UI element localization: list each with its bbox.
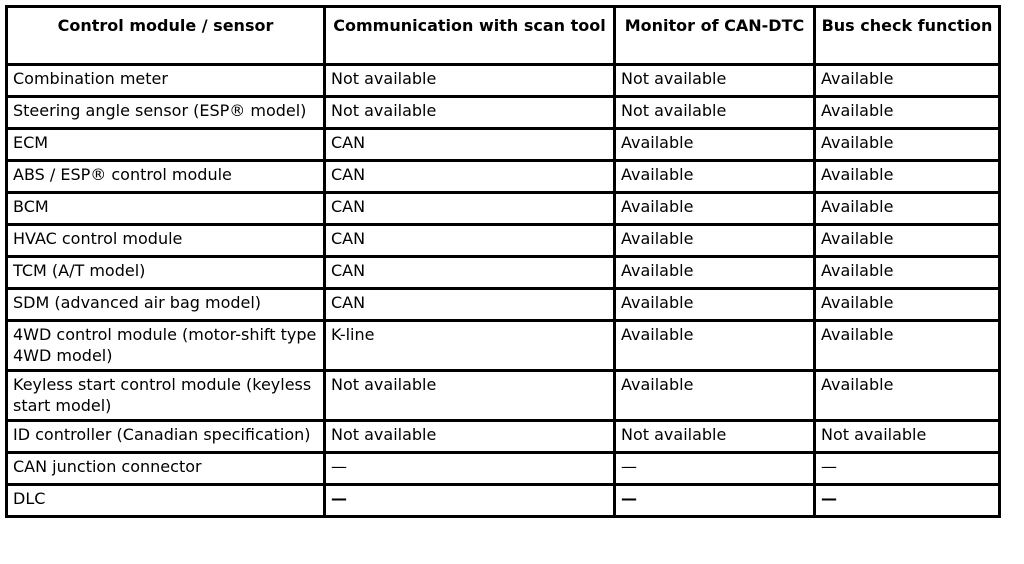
cell-monitor: Available [615, 289, 815, 321]
cell-bus-check: Available [815, 97, 1000, 129]
table-row [7, 257, 1000, 289]
cell-bus-check: Available [815, 225, 1000, 257]
cell-communication: CAN [325, 289, 615, 321]
cell-communication: K-line [325, 321, 615, 371]
cell-monitor: Available [615, 161, 815, 193]
cell-bus-check: Available [815, 161, 1000, 193]
header-bus-check-function: Bus check function [815, 7, 1000, 65]
cell-module: BCM [7, 193, 325, 225]
cell-module: ECM [7, 129, 325, 161]
cell-communication: CAN [325, 225, 615, 257]
header-monitor-can-dtc: Monitor of CAN-DTC [615, 7, 815, 65]
table-row [7, 65, 1000, 97]
header-communication-scan-tool: Communication with scan tool [325, 7, 615, 65]
cell-monitor: Available [615, 129, 815, 161]
table-row [7, 161, 1000, 193]
cell-module: Keyless start control module (keyless start model) [7, 371, 325, 421]
cell-module: Steering angle sensor (ESP® model) [7, 97, 325, 129]
cell-communication: — [325, 453, 615, 485]
table-row [7, 453, 1000, 485]
cell-module: Combination meter [7, 65, 325, 97]
cell-bus-check: — [815, 453, 1000, 485]
cell-bus-check: Available [815, 129, 1000, 161]
cell-bus-check: Available [815, 65, 1000, 97]
cell-bus-check: Available [815, 289, 1000, 321]
cell-bus-check: Available [815, 321, 1000, 371]
cell-communication: Not available [325, 371, 615, 421]
cell-communication: Not available [325, 97, 615, 129]
table-row [7, 321, 1000, 371]
cell-monitor: Available [615, 321, 815, 371]
cell-monitor: Available [615, 193, 815, 225]
table-row [7, 225, 1000, 257]
cell-monitor: Not available [615, 97, 815, 129]
cell-module: TCM (A/T model) [7, 257, 325, 289]
cell-monitor: Available [615, 225, 815, 257]
header-control-module: Control module / sensor [7, 7, 325, 65]
cell-module: ABS / ESP® control module [7, 161, 325, 193]
cell-monitor: Not available [615, 65, 815, 97]
can-communication-table [5, 5, 1001, 518]
cell-monitor: — [615, 485, 815, 517]
cell-module: CAN junction connector [7, 453, 325, 485]
cell-bus-check: — [815, 485, 1000, 517]
cell-bus-check: Not available [815, 421, 1000, 453]
cell-module: DLC [7, 485, 325, 517]
cell-monitor: — [615, 453, 815, 485]
table-header-row [7, 7, 1000, 65]
table-row [7, 193, 1000, 225]
cell-module: 4WD control module (motor-shift type 4WD model) [7, 321, 325, 371]
table-row [7, 421, 1000, 453]
table-row [7, 485, 1000, 517]
cell-monitor: Available [615, 257, 815, 289]
cell-bus-check: Available [815, 193, 1000, 225]
cell-communication: — [325, 485, 615, 517]
can-communication-table-container [5, 5, 1001, 518]
table-row [7, 371, 1000, 421]
cell-communication: CAN [325, 193, 615, 225]
cell-module: SDM (advanced air bag model) [7, 289, 325, 321]
table-row [7, 97, 1000, 129]
cell-bus-check: Available [815, 257, 1000, 289]
cell-communication: CAN [325, 257, 615, 289]
cell-monitor: Available [615, 371, 815, 421]
cell-monitor: Not available [615, 421, 815, 453]
cell-communication: Not available [325, 65, 615, 97]
cell-module: HVAC control module [7, 225, 325, 257]
table-row [7, 289, 1000, 321]
cell-communication: CAN [325, 161, 615, 193]
table-row [7, 129, 1000, 161]
cell-communication: CAN [325, 129, 615, 161]
cell-communication: Not available [325, 421, 615, 453]
cell-bus-check: Available [815, 371, 1000, 421]
cell-module: ID controller (Canadian specification) [7, 421, 325, 453]
